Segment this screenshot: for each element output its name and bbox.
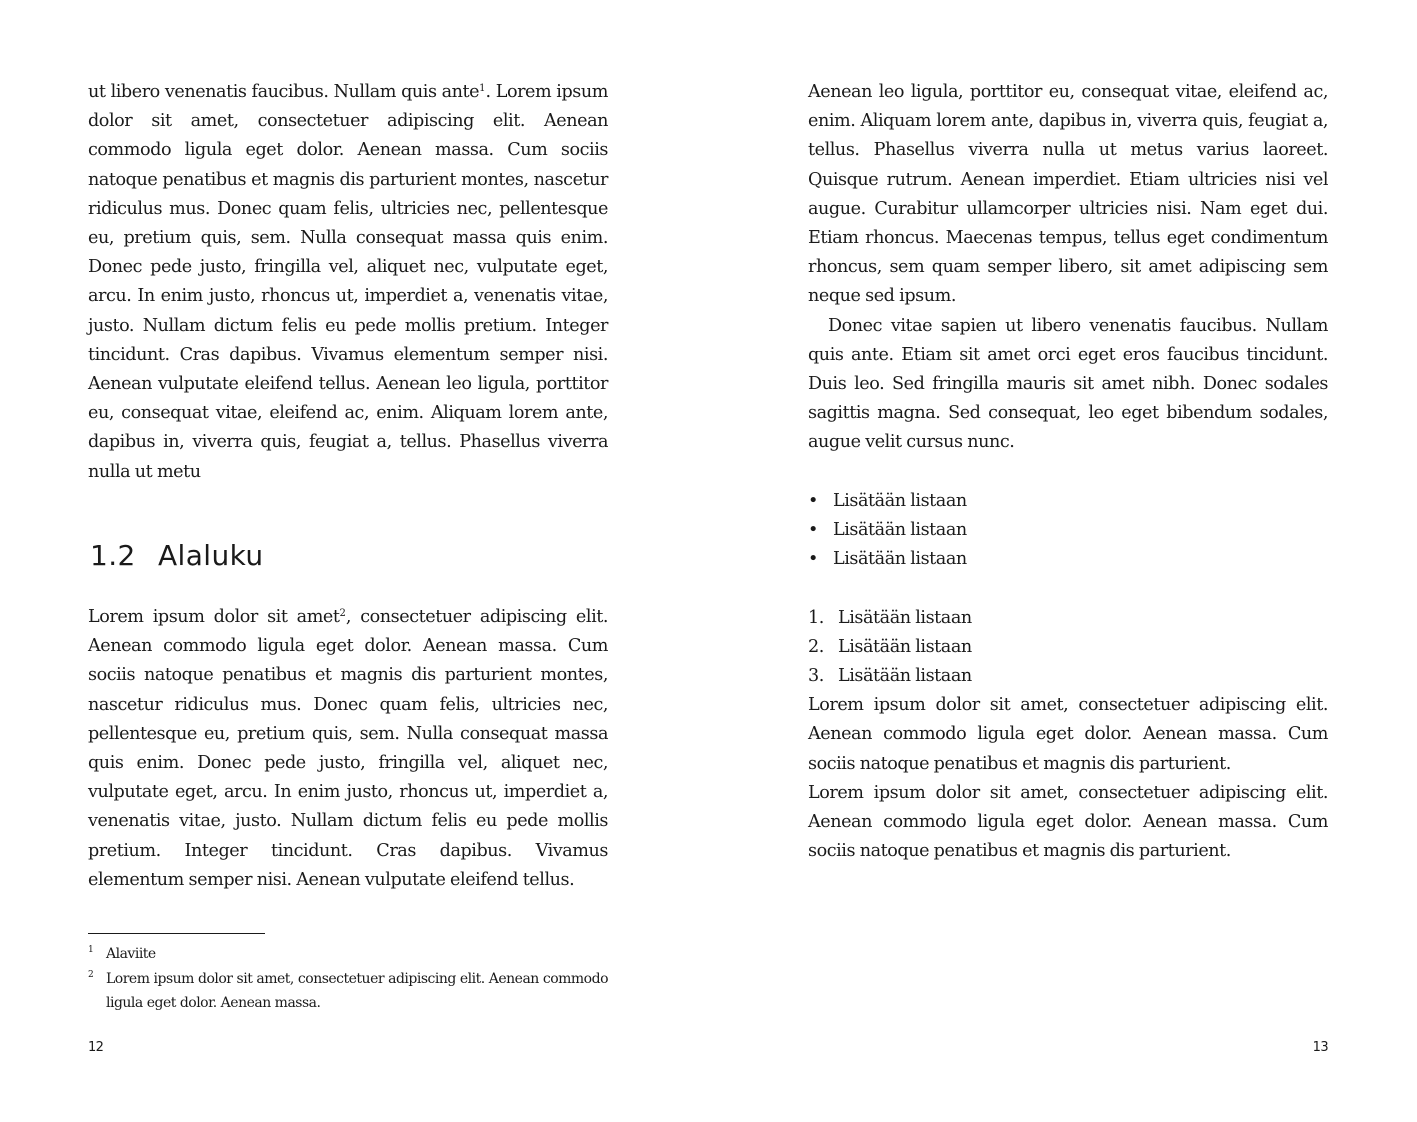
page-number: 12 [88,1040,104,1055]
section-title: Alaluku [158,539,264,572]
list-item [808,487,1328,516]
bullet-list [808,487,1328,575]
right-paragraph-4: Lorem ipsum dolor sit amet, consectetuer adipiscing elit. Aenean commodo ligula eget dolor. Aenean massa. Cum sociis natoque penatibus et magnis dis parturient. [808,782,1328,862]
bullet-marker: • [808,520,818,541]
list-item [808,516,1328,545]
number-marker: 2. [808,636,824,657]
footnote-rule [88,933,265,934]
footnote-reference-1[interactable]: 1 [479,83,486,94]
left-paragraph-2 [88,603,608,895]
list-item-text: Lisätään listaan [838,607,972,628]
paragraph-text: , consectetuer adipiscing elit. Aenean commodo ligula eget dolor. Aenean massa. Cum sociis natoque penatibus et magnis dis parturient montes, nascetur ridiculus mus. Donec quam felis, ultricies nec, pellentesque eu, pretium quis, sem. Nulla consequat massa quis enim. Donec pede justo, fringilla vel, aliquet nec, vulputate eget, arcu. In enim justo, rhoncus ut, imperdiet a, venenatis vitae, justo. Nullam dictum felis eu pede mollis pretium. Integer tincidunt. Cras dapibus. Vivamus elementum semper nisi. Aenean vulputate eleifend tellus. [88,607,609,890]
footnote-2 [88,967,608,1016]
left-body-text [88,78,608,487]
footnote-1 [88,942,608,967]
numbered-list [808,604,1328,692]
list-item [808,662,1328,691]
footnote-text: Alaviite [106,946,156,962]
footnote-mark: 2 [88,969,94,980]
footnotes [88,933,608,1016]
number-marker: 3. [808,666,824,687]
list-item [808,604,1328,633]
list-item-text: Lisätään listaan [838,666,972,687]
list-item-text: Lisätään listaan [838,636,972,657]
section-number: 1.2 [90,539,136,572]
list-item [808,545,1328,574]
footnote-text: Lorem ipsum dolor sit amet, consectetuer adipiscing elit. Aenean commodo ligula eget dolor. Aenean massa. [106,970,608,1011]
paragraph-text: Lorem ipsum dolor sit amet [88,607,340,627]
list-item [808,633,1328,662]
number-marker: 1. [808,607,824,628]
page-number: 13 [1312,1040,1328,1055]
right-paragraph-2: Donec vitae sapien ut libero venenatis faucibus. Nullam quis ante. Etiam sit amet orci eget eros faucibus tincidunt. Duis leo. Sed fringilla mauris sit amet nibh. Donec sodales sagittis magna. Sed consequat, leo eget bibendum sodales, augue velit cursus nunc. [808,315,1328,453]
left-page [0,0,708,1122]
section-heading [90,537,264,575]
right-page [708,0,1417,1122]
paragraph-text: . Lorem ipsum dolor sit amet, consectetuer adipiscing elit. Aenean commodo ligula eget dolor. Aenean massa. Cum sociis natoque penatibus et magnis dis parturient montes, nascetur ridiculus mus. Donec quam felis, ultricies nec, pellentesque eu, pretium quis, sem. Nulla consequat massa quis enim. Donec pede justo, fringilla vel, aliquet nec, vulputate eget, arcu. In enim justo, rhoncus ut, imperdiet a, venenatis vitae, justo. Nullam dictum felis eu pede mollis pretium. Integer tincidunt. Cras dapibus. Vivamus elementum semper nisi. Aenean vulputate eleifend tellus. Aenean leo ligula, porttitor eu, consequat vitae, eleifend ac, enim. Aliquam lorem ante, dapibus in, viverra quis, feugiat a, tellus. Phasellus viverra nulla ut metu [88,82,608,482]
bullet-marker: • [808,549,818,570]
footnote-reference-2[interactable]: 2 [339,608,346,619]
right-body-text [808,78,1328,866]
list-item-text: Lisätään listaan [833,520,967,541]
right-paragraph-1: Aenean leo ligula, porttitor eu, consequat vitae, eleifend ac, enim. Aliquam lorem ante, dapibus in, viverra quis, feugiat a, tellus. Phasellus viverra nulla ut metus varius laoreet. Quisque rutrum. Aenean imperdiet. Etiam ultricies nisi vel augue. Curabitur ullamcorper ultricies nisi. Nam eget dui. Etiam rhoncus. Maecenas tempus, tellus eget condimentum rhoncus, sem quam semper libero, sit amet adipiscing sem neque sed ipsum. [808,82,1328,307]
right-paragraph-3: Lorem ipsum dolor sit amet, consectetuer adipiscing elit. Aenean commodo ligula eget dolor. Aenean massa. Cum sociis natoque penatibus et magnis dis parturient. [808,695,1328,774]
section-body-text [88,603,608,895]
bullet-marker: • [808,490,818,511]
list-item-text: Lisätään listaan [833,490,967,511]
paragraph-text: ut libero venenatis faucibus. Nullam quis ante [88,82,480,102]
left-paragraph-1 [88,78,608,487]
list-item-text: Lisätään listaan [833,549,967,570]
footnote-mark: 1 [88,945,94,955]
